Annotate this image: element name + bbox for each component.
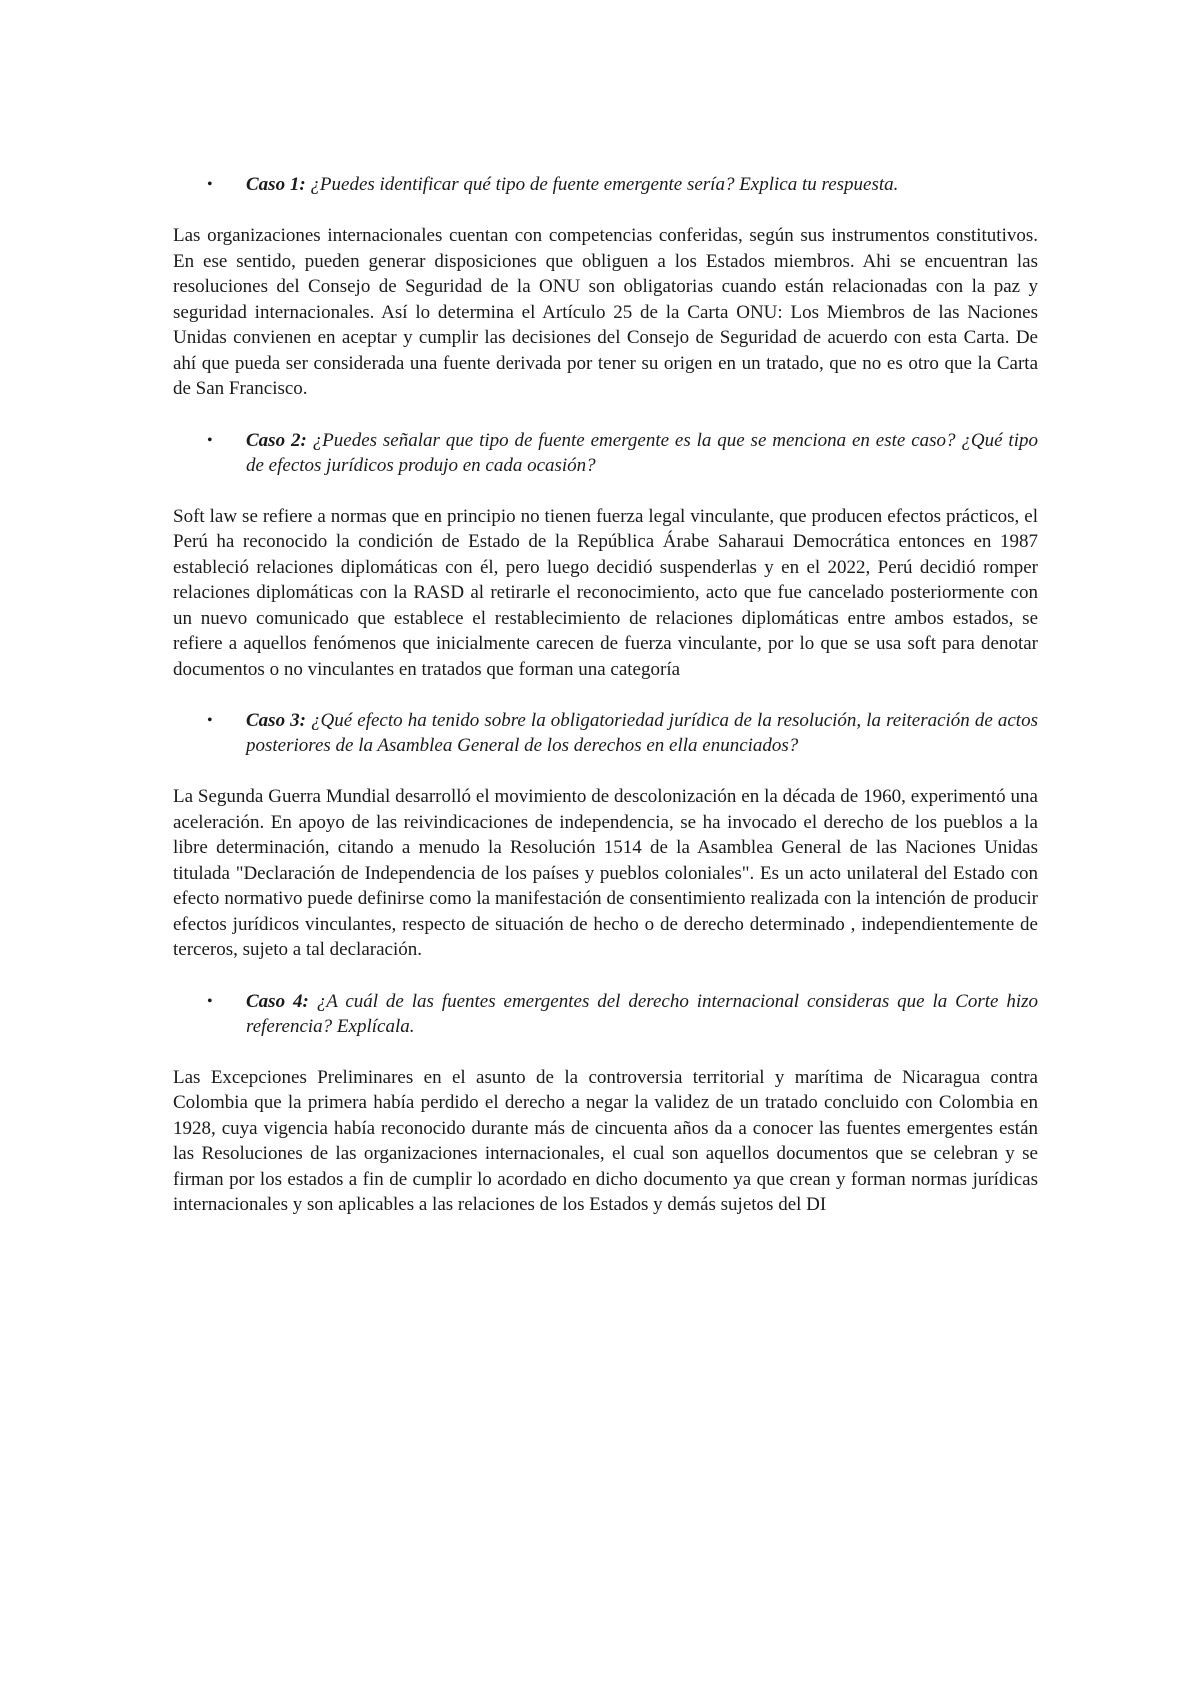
- bullet-icon: •: [207, 176, 213, 193]
- case-label: Caso 1:: [246, 174, 306, 195]
- case-2-answer: Soft law se refiere a normas que en principio no tienen fuerza legal vinculante, que producen efectos prácticos, el Perú ha reconocido la condición de Estado de la República Árabe Saharaui Democrática entonces en 1987 estableció relaciones diplomáticas con él, pero luego decidió suspenderlas y en el 2022, Perú decidió romper relaciones diplomáticas con la RASD al retirarle el reconocimiento, acto que fue cancelado posteriormente con un nuevo comunicado que establece el restablecimiento de relaciones diplomáticas entre ambos estados, se refiere a aquellos fenómenos que inicialmente carecen de fuerza vinculante, por lo que se usa soft para denotar documentos o no vinculantes en tratados que forman una categoría: [173, 505, 1038, 680]
- case-label: Caso 3:: [246, 710, 306, 731]
- case-1-answer: Las organizaciones internacionales cuentan con competencias conferidas, según sus instrumentos constitutivos. En ese sentido, pueden generar disposiciones que obliguen a los Estados miembros. Ahi se encuentran las resoluciones del Consejo de Seguridad de la ONU son obligatorias cuando están relacionadas con la paz y seguridad internacionales. Así lo determina el Artículo 25 de la Carta ONU: Los Miembros de las Naciones Unidas convienen en aceptar y cumplir las decisiones del Consejo de Seguridad de acuerdo con esta Carta. De ahí que pueda ser considerada una fuente derivada por tener su origen en un tratado, que no es otro que la Carta de San Francisco.: [173, 225, 1038, 399]
- case-4-question: [173, 989, 1038, 1039]
- case-4-answer: Las Excepciones Preliminares en el asunto de la controversia territorial y marítima de Nicaragua contra Colombia que la primera había perdido el derecho a negar la validez de un tratado concluido con Colombia en 1928, cuya vigencia había reconocido durante más de cincuenta años da a conocer las fuentes emergentes están las Resoluciones de las organizaciones internacionales, el cual son aquellos documentos que se celebran y se firman por los estados a fin de cumplir lo acordado en dicho documento ya que crean y forman normas jurídicas internacionales y son aplicables a las relaciones de los Estados y demás sujetos del DI: [173, 1066, 1038, 1215]
- bullet-icon: •: [207, 992, 213, 1010]
- case-2-question: [173, 428, 1038, 478]
- case-question-text: ¿Puedes señalar que tipo de fuente emergente es la que se menciona en este caso? ¿Qué tipo de efectos jurídicos produjo en cada ocasión?: [246, 429, 1038, 476]
- case-question-text: ¿Puedes identificar qué tipo de fuente emergente sería? Explica tu respuesta.: [310, 174, 899, 195]
- case-question-text: ¿Qué efecto ha tenido sobre la obligatoriedad jurídica de la resolución, la reiteración de actos posteriores de la Asamblea General de los derechos en ella enunciados?: [246, 710, 1038, 756]
- bullet-icon: •: [207, 712, 213, 729]
- case-3-question: [173, 708, 1038, 758]
- document-page: [173, 172, 1038, 1218]
- case-question-text: ¿A cuál de las fuentes emergentes del derecho internacional consideras que la Corte hizo referencia? Explícala.: [246, 990, 1039, 1037]
- case-label: Caso 2:: [246, 429, 307, 451]
- case-3-answer: La Segunda Guerra Mundial desarrolló el movimiento de descolonización en la década de 1960, experimentó una aceleración. En apoyo de las reivindicaciones de independencia, se ha invocado el derecho de los pueblos a la libre determinación, citando a menudo la Resolución 1514 de la Asamblea General de las Naciones Unidas titulada "Declaración de Independencia de los países y pueblos coloniales". Es un acto unilateral del Estado con efecto normativo puede definirse como la manifestación de consentimiento realizada con la intención de producir efectos jurídicos vinculantes, respecto de situación de hecho o de derecho determinado , independientemente de terceros, sujeto a tal declaración.: [173, 786, 1038, 960]
- case-1-question: [173, 172, 1038, 197]
- case-label: Caso 4:: [246, 990, 309, 1012]
- bullet-icon: •: [207, 431, 213, 449]
